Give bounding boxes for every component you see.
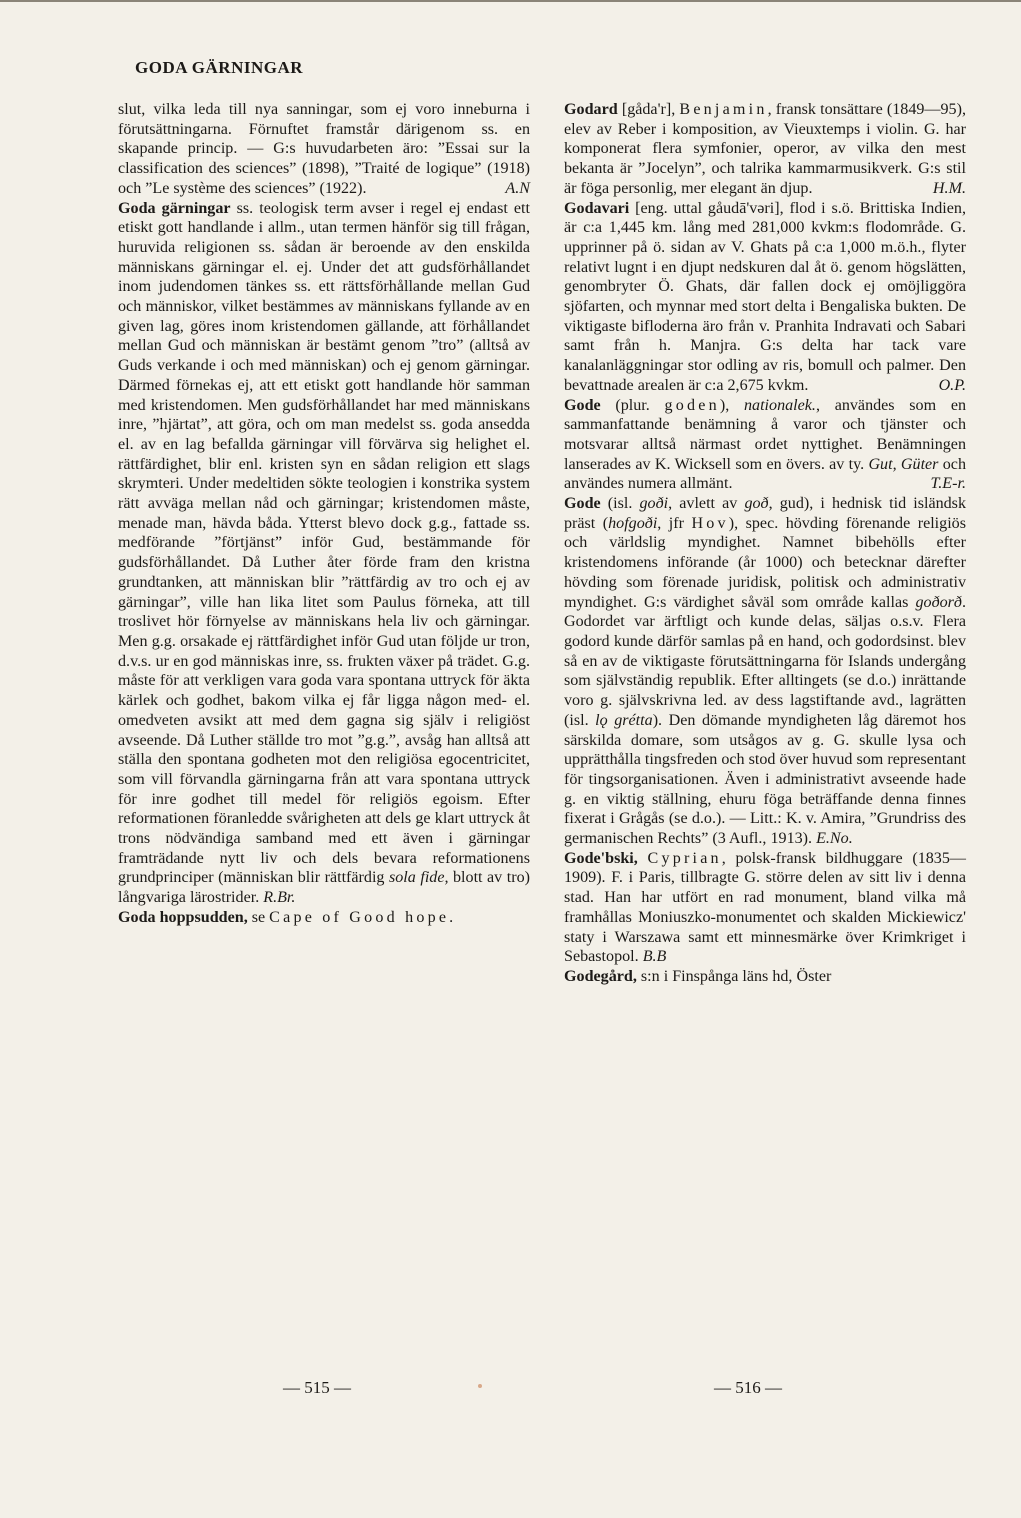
continuation-paragraph [118, 100, 530, 199]
entry-italic: lǫ grétta [595, 711, 653, 729]
entry-gode-icelandic [564, 494, 966, 849]
paper-speck [478, 1384, 482, 1388]
headword: Gode [564, 495, 601, 513]
entry-text: , fransk tonsättare (1849—95), elev av Reber i komposition, av Vieuxtemps i violin. G. har komponerat flera symfonier, operor, av vilka den mest bekanta är ”Jocelyn”, och talrika kammarmusikverk. G:s stil är föga personlig, mer elegant än djup. [564, 101, 966, 197]
entry-italic: goði [639, 495, 669, 513]
signature: O.P. [938, 376, 966, 394]
headword: Godegård, [564, 967, 637, 985]
entry-text: , gud), i hednisk tid isländsk präst ( [564, 495, 966, 532]
signature: H.M. [932, 179, 966, 197]
signature: B.B [642, 948, 667, 966]
entry-italic: goðorð [915, 593, 962, 611]
entry-goda-hoppsudden [118, 908, 530, 928]
headword: Godavari [564, 199, 630, 217]
signature: E.No. [816, 830, 853, 848]
signature: R.Br. [263, 889, 296, 907]
entry-text: , användes som en sammanfattande benämning å varor och tjänster och motsvarar alltså närmast ordet nyttighet. Benämningen lanserades av K. Wicksell som en övers. av ty. [564, 396, 967, 473]
entry-text: , avlett av [668, 495, 745, 513]
entry-italic: sola fide, [389, 869, 449, 887]
spaced-name: Cyprian [647, 849, 722, 867]
cross-reference: Hov [691, 514, 729, 532]
entry-text [638, 850, 648, 867]
entry-text: . [449, 908, 454, 926]
signature: A.N [505, 179, 530, 197]
entry-text: s:n i Finspånga läns hd, Öster [636, 967, 832, 985]
entry-text: ), [719, 396, 744, 414]
entry-godavari [564, 199, 966, 396]
entry-text: ), spec. hövding förenande religiös och världslig myndighet. Namnet bibehölls efter kristendomens införande (år 1000) och betecknar därefter hövding som förenade juridisk, politisk och administrativ myndighet. G:s värdighet såväl som område kallas [564, 514, 966, 611]
entry-text: . Godordet var ärftligt och kunde delas, säljas o.s.v. Flera godord kunde därför samlas på en hand, och godordsinst. blev så en av de viktigaste förutsättningarna för Islands undergång som självständig republik. Efter alltingets (se d.o.) inrättande voro g. självskrivna led. av dess lagstiftande avd., lagrätten (isl. [564, 593, 966, 729]
entry-italic: hofgoði [608, 514, 658, 532]
entry-text: , polsk-fransk bildhuggare (1835—1909). F. i Paris, tillbragte G. större delen av sitt liv i denna stad. Han har utfört en rad monument, bland vilka må framhållas Moniuszko-monumentet och skalden Mickiewicz' staty i Warszawa samt ett minnesmärke över Krimkriget i Sebastopol. [564, 849, 966, 966]
continuation-text: slut, vilka leda till nya sanningar, som ej voro inneburna i förutsättningarna. Förnuftet framstår därigenom ss. en skapande princip. — G:s huvudarbeten äro: ”Essai sur la classification des sciences” (1898), ”Traité de logique” (1918) och ”Le système des sciences” (1922). [118, 101, 530, 197]
left-column [118, 100, 530, 928]
entry-godebski [564, 849, 966, 967]
page-number-left: — 515 — [283, 1378, 351, 1397]
entry-text: blott av tro) långvariga lärostrider. [118, 869, 530, 907]
entry-text: (plur. [600, 396, 665, 414]
signature: T.E-r. [930, 475, 966, 493]
entry-text: [gåda'r], [617, 101, 680, 118]
entry-italic: nationalek. [743, 396, 816, 414]
running-head: GODA GÄRNINGAR [135, 58, 304, 77]
entry-text: [eng. uttal gåudā'vəri], flod i s.ö. Brittiska Indien, är c:a 1,445 km. lång med 281,000 kvkm:s flodområde. G. upprinner på ö. sidan av V. Ghats på c:a 1,000 m.ö.h., flyter relativt lugnt i en djupt nedskuren dal åt ö. genom högslätten, genombryter Ö. Ghats, där fallen dock ej omöjliggöra sjöfarten, och mynnar med stort delta i Bengaliska bukten. De viktigaste bifloderna äro från v. Pranhita Indravati och Sabari samt från h. Manjra. G:s delta har tack vare kanalanläggningar stor odling av ris, bomull och palmer. Den bevattnade arealen är c:a 2,675 kvkm. [564, 199, 966, 394]
headword: Godard [564, 101, 618, 118]
entry-italic: goð [744, 495, 769, 513]
entry-gode-economics [564, 396, 966, 495]
headword: Goda gärningar [118, 199, 231, 217]
spaced-name: Benjamin [679, 101, 768, 118]
spaced-word: goden [664, 396, 720, 414]
entry-italic: Gut, Güter [868, 455, 939, 473]
entry-goda-garningar [118, 199, 530, 908]
entry-text: se [247, 908, 270, 926]
cross-reference: Cape of Good hope [269, 908, 450, 926]
entry-godard [564, 100, 966, 199]
entry-text: och användes numera allmänt. [564, 455, 966, 493]
entry-text: ). Den dömande myndigheten låg däremot hos särskilda domare, som utsågos av g. G. skulle lysa och upprätthålla tingsfreden och stod över huvud som representant för tingsorganisationen. Även i administrativt avseende hade g. en viktig ställning, ehuru föga beträffande denna finnes fixerat i Grågås (se d.o.). — Litt.: K. v. Amira, ”Grundriss des germanischen Rechts” (3 Aufl., 1913). [564, 711, 967, 848]
entry-text: , jfr [657, 514, 692, 532]
entry-godegard [564, 967, 966, 987]
headword: Gode'bski, [564, 849, 638, 867]
headword: Gode [564, 396, 601, 414]
page-number-right: — 516 — [714, 1378, 782, 1397]
entry-text: ss. teologisk term avser i regel ej endast ett etiskt gott handlande i allm., utan termen hänför sig till frågan, huruvida religionen ss. sådan är beroende av den enskilda människans gärningar el. ej. Under det att gudsförhållandet inom judendomen tänkes ss. ett rättsförhållande mellan Gud och människor, vilket bestämmes av människans fyllande av en given lag, göres inom kristendomen gällande, att förhållandet mellan Gud och människan är bestämt genom ”tro” (alltså av Guds verkande i och med människan) och ej genom gärningar. Därmed förnekas ej, att ett etiskt gott handlande hör samman med kristendomen. Men gudsförhållandet har med människans inre, ”hjärtat”, att göra, och om man medelst ss. goda ansedda el. av en lag befallda gärningar vill förvärva sig helighet el. rättfärdighet, blir enl. kristen syn en sådan religion ett slags skrymteri. Under medeltiden sökte teologien i konstrika system rätt avväga mellan nåd och gärningar; kristendomen måste, menade man, hävda båda. Ytterst blevo dock g.g., fattade ss. medförande ”förtjänst” inför Gud, bestämmande för gudsförhållandet. Då Luther åter förde fram den kristna grundtanken, att människan blir ”rättfärdig av tro och ej av gärningar”, ville han lika litet som Paulus förneka, att till troslivet hör förnyelse av människans hela liv och gärningar. Men g.g. orsakade ej rättfärdighet inför Gud utan följde ur tron, d.v.s. ur en god människas inre, ss. frukten växer på trädet. G.g. måste för att verkligen vara goda vara spontana uttryck för äkta kärlek och godhet, bakom vilka ej får ligga någon med- el. omedveten avsikt att med dem gagna sig själv i religiöst avseende. Då Luther ställde tro mot ”g.g.”, avsåg han alltså att ställa den spontana godheten mot den religiösa egocentricitet, som vill förvandla gärningarna från att vara spontana uttryck för inre godhet till medel för religiös egoism. Efter reformationen föranledde svårigheten att dels ge klart uttryck åt trons nödvändiga samband med ett även i gärningar framträdande nytt liv och dels bevara reformationens grundprinciper (människan blir rättfärdig [118, 199, 530, 887]
headword: Goda hoppsudden, [118, 908, 248, 926]
page-top-edge [0, 0, 1021, 2]
entry-text: (isl. [600, 495, 640, 513]
right-column [564, 100, 966, 987]
